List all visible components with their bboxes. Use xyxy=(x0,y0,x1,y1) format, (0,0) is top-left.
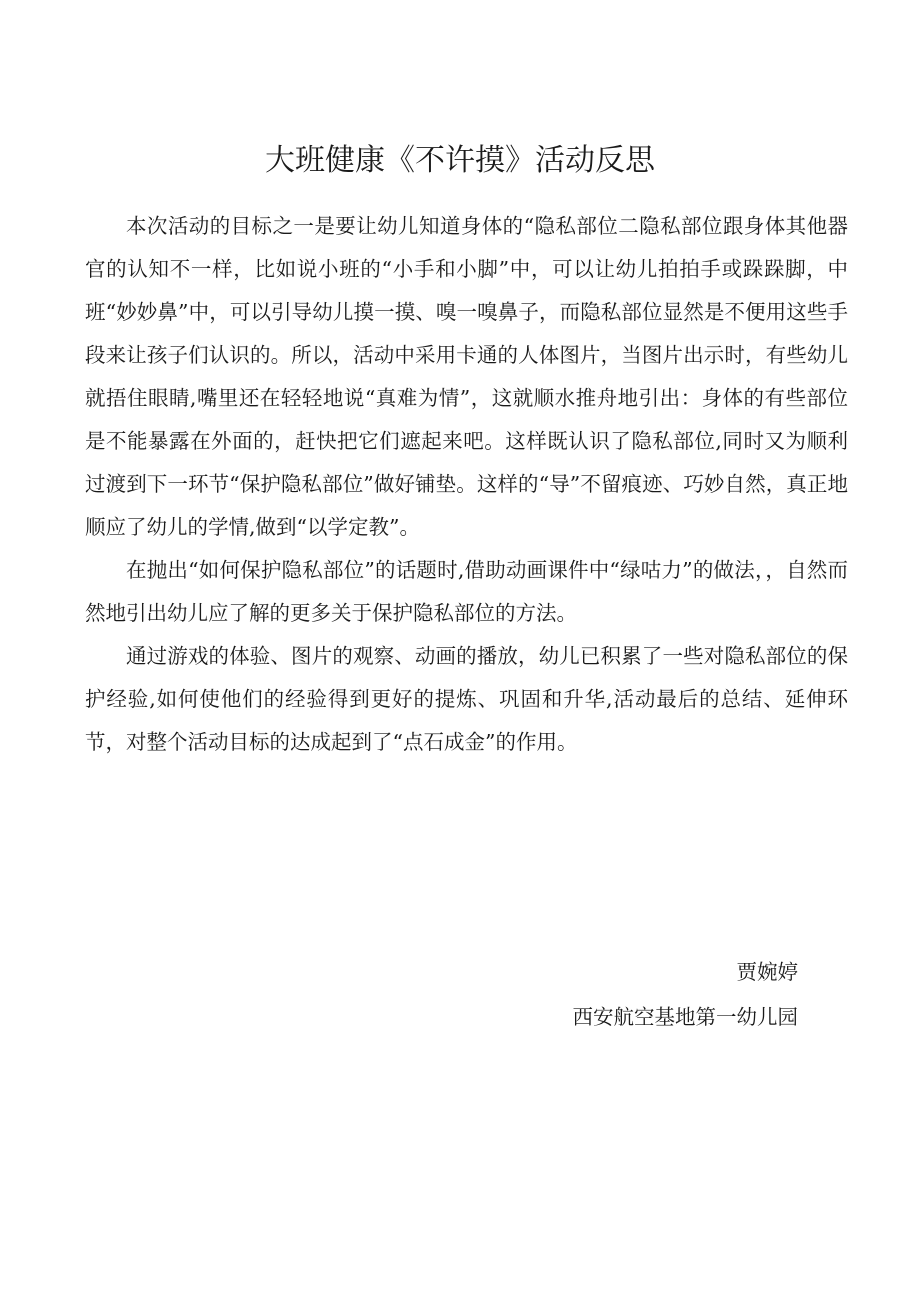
signature-block xyxy=(573,950,799,1040)
document-title: 大班健康《不许摸》活动反思 xyxy=(265,143,655,178)
document-body xyxy=(85,205,848,764)
author-name: 贾婉婷 xyxy=(736,960,798,984)
paragraph-1: 本次活动的目标之一是要让幼儿知道身体的“隐私部位二隐私部位跟身体其他器官的认知不一样，比如说小班的“小手和小脚”中，可以让幼儿拍拍手或跺跺脚，中班“妙妙鼻”中，可以引导幼儿摸一摸、嗅一嗅鼻子，而隐私部位显然是不便用这些手段来让孩子们认识的。所以，活动中采用卡通的人体图片，当图片出示时，有些幼儿就捂住眼睛,嘴里还在轻轻地说“真难为情”，这就顺水推舟地引出：身体的有些部位是不能暴露在外面的，赶快把它们遮起来吧。这样既认识了隐私部位,同时又为顺利过渡到下一环节“保护隐私部位”做好铺垫。这样的“导”不留痕迹、巧妙自然，真正地顺应了幼儿的学情,做到“以学定教”。 xyxy=(85,214,848,539)
paragraph-3: 通过游戏的体验、图片的观察、动画的播放，幼儿已积累了一些对隐私部位的保护经验,如何使他们的经验得到更好的提炼、巩固和升华,活动最后的总结、延伸环节，对整个活动目标的达成起到了“点石成金”的作用。 xyxy=(85,644,848,754)
organization-name: 西安航空基地第一幼儿园 xyxy=(572,1005,798,1029)
paragraph-2: 在抛出“如何保护隐私部位”的话题时,借助动画课件中“绿咕力”的做法，，自然而然地引出幼儿应了解的更多关于保护隐私部位的方法。 xyxy=(85,558,848,625)
